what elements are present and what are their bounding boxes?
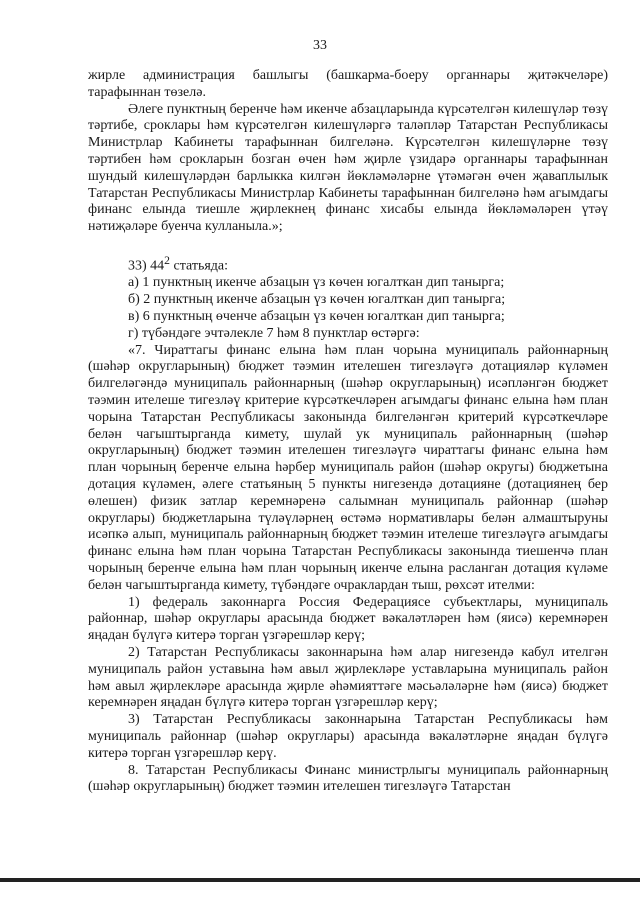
list-item: а) 1 пунктның икенче абзацын үз көчен югалткан дип танырга; — [128, 275, 505, 291]
paragraph: жирле администрация башлыгы (башкарма-боеру органнары җитәкчеләре) тарафыннан төзелә. — [88, 68, 608, 100]
list-item: г) түбәндәге эчтәлекле 7 һәм 8 пунктлар өстәргә: — [128, 325, 420, 341]
scan-edge-line — [0, 878, 640, 882]
list-item: 2) Татарстан Республикасы законнарына һәм алар нигезендә кабул ителгән муниципаль район уставына һәм авыл җирлекләре уставларына муниципаль район һәм авыл җирлекләре арасында җирле әһәмияттәге мәсьәләләрне һәм (яисә) бюджет керемнәрен яңадан бүлүгә китерә торган үзгәрешләр керү; — [88, 644, 608, 711]
article-heading: 33) $44^2$ статьяда: — [128, 253, 229, 274]
list-item: 1) федераль законнарга Россия Федерациясе субъектлары, муниципаль районнар, шәһәр округлары арасында бюджет вәкаләтләрен һәм (яисә) керемнәрен яңадан бүлүгә китерә торган үзгәрешләр керү; — [88, 594, 608, 644]
page-number: 33 — [313, 38, 327, 53]
paragraph: «7. Чираттагы финанс елына һәм план чорына муниципаль районнарның (шәһәр округларының) бюджет тәэмин ителешен тигезләүгә дотацияләр күләмен билгеләгәндә муниципаль районнарның (шәһәр округларының) исәпләнгән бюджет тәэмин ителеше тигезләү критерие күрсәткечләрен агымдагы финанс елына һәм план чорына Татарстан Республикасы законында билгеләнгән критерий күрсәткечләре белән чагыштырганда кимету, шулай ук муниципаль районнарның (шәһәр округларының) бюджет тәэмин ителешен тигезләүгә чираттагы финанс елына һәм план чорының беренче елына һәрбер муниципаль район (шәһәр округы) бюджетына дотация күләмен, әлеге статьяның 5 пункты нигезендә дотацияне (дотациянең бер өлешен) физик затлар керемнәренә салымнан муниципаль районнар (шәһәр округлары) бюджетларына түләүләрнең өстәмә нормативлары белән алмаштыруны исәпкә алып, муниципаль районнарның бюджет тәэмин ителеше тигезләүгә агымдагы финанс елына һәм план чорына Татарстан Республикасы законында тиешенчә план чорының беренче елына һәм план чорының икенче елына расланган дотация күләме белән чагыштырганда кимету, түбәндәге очраклардан тыш, рөхсәт ителми: — [88, 342, 608, 593]
document-body — [88, 68, 608, 796]
superscript: 2 — [164, 253, 170, 267]
list-item: б) 2 пунктның икенче абзацын үз көчен югалткан дип танырга; — [128, 292, 506, 308]
paragraph: 8. Татарстан Республикасы Финанс министрлыгы муниципаль районнарның (шәһәр округларының) бюджет тәэмин ителешен тигезләүгә Татарстан — [88, 762, 608, 795]
paragraph: Әлеге пунктның беренче һәм икенче абзацларында күрсәтелгән килешүләр төзү тәртибе, сроклары һәм күрсәтелгән килешүләргә таләпләр Татарстан Республикасы Министрлар Кабинеты тарафыннан билгеләнә. Күрсәтелгән килешүләрне төзү тәртибен һәм срокларын бозган өчен һәм җирле үзидарә органнары тарафыннан шундый килешүләрдән барлыкка килгән йөкләмәләрне үтәмәгән өчен җаваплылык Татарстан Республикасы Министрлар Кабинеты тарафыннан билгеләнә һәм агымдагы финанс елында тиешле җирлекнең финанс хисабы елында йөкләмәләрен үтәү нәтиҗәләре буенча кулланыла.»; — [88, 101, 608, 235]
list-item: 3) Татарстан Республикасы законнарына Татарстан Республикасы һәм муниципаль районнар (шәһәр округлары) арасында вәкаләтләрне яңадан бүлүгә китерә торган үзгәрешләр керү. — [88, 712, 608, 761]
list-item: в) 6 пунктның өченче абзацын үз көчен югалткан дип танырга; — [128, 309, 505, 325]
